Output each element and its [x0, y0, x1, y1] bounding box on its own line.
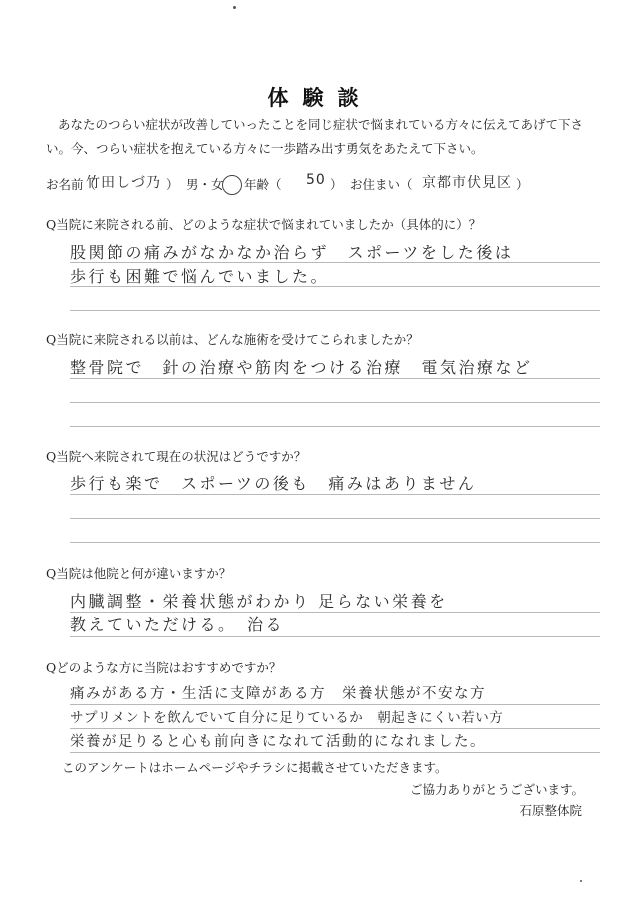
answer-rule	[70, 402, 600, 403]
intro-text: あなたのつらい症状が改善していったことを同じ症状で悩まれている方々に伝えてあげて下さい。今、つらい症状を抱えている方々に一歩踏み出す勇気をあたえて下さい。	[46, 117, 584, 156]
question-1: Q当院に来院される前、どのような症状で悩まれていましたか（具体的に）？	[46, 217, 482, 232]
address-close: ）	[516, 177, 529, 192]
question-2: Q当院に来院される以前は、どんな施術を受けてこられましたか？	[46, 332, 419, 347]
answer-1-line-1: 股関節の痛みがなかなか治らず スポーツをした後は	[70, 243, 514, 262]
age-value: 50	[306, 172, 326, 188]
answer-rule	[70, 752, 600, 753]
answer-rule	[70, 704, 600, 705]
answer-rule	[70, 426, 600, 427]
answer-5-line-2: サプリメントを飲んでいて自分に足りているか 朝起きにくい若い方	[70, 710, 504, 726]
page-title: 体験談	[267, 85, 373, 110]
address-value: 京都市伏見区	[422, 175, 512, 191]
question-5: Qどのような方に当院はおすすめですか？	[46, 660, 282, 675]
answer-rule	[70, 612, 600, 613]
address-label: お住まい（	[350, 177, 413, 192]
answer-3-line-1: 歩行も楽で スポーツの後も 痛みはありません	[70, 474, 477, 493]
name-label: お名前（	[46, 177, 97, 192]
publication-notice: このアンケートはホームページやチラシに掲載させていただきます。	[62, 760, 448, 775]
answer-rule	[70, 542, 600, 543]
answer-rule	[70, 310, 600, 311]
name-close: ）	[166, 177, 179, 192]
answer-rule	[70, 286, 600, 287]
answer-4-line-2: 教えていただける。 治る	[70, 615, 285, 634]
gender-selected-circle	[222, 175, 242, 195]
age-close: ）	[330, 177, 343, 192]
thanks-text: ご協力ありがとうございます。	[409, 782, 584, 797]
respondent-info-row	[46, 172, 606, 194]
answer-rule	[70, 518, 600, 519]
clinic-name: 石原整体院	[519, 803, 582, 818]
gender-label: 男・女	[186, 177, 224, 192]
answer-rule	[70, 262, 600, 263]
scan-speck	[233, 6, 236, 9]
answer-2-line-1: 整骨院で 針の治療や筋肉をつける治療 電気治療など	[70, 358, 533, 377]
question-4: Q当院は他院と何が違いますか？	[46, 566, 232, 581]
answer-1-line-2: 歩行も困難で悩んでいました。	[70, 267, 330, 286]
answer-rule	[70, 636, 600, 637]
age-label: 年齢（	[244, 177, 282, 192]
scan-speck	[580, 880, 582, 882]
answer-rule	[70, 378, 600, 379]
answer-5-line-1: 痛みがある方・生活に支障がある方 栄養状態が不安な方	[70, 686, 486, 702]
answer-5-line-3: 栄養が足りると心も前向きになれて活動的になれました。	[70, 734, 486, 750]
question-3: Q当院へ来院されて現在の状況はどうですか？	[46, 449, 307, 464]
name-value: 竹田しづ乃	[86, 175, 161, 191]
answer-rule	[70, 728, 600, 729]
answer-4-line-1: 内臓調整・栄養状態がわかり 足らない栄養を	[70, 592, 448, 611]
answer-rule	[70, 494, 600, 495]
